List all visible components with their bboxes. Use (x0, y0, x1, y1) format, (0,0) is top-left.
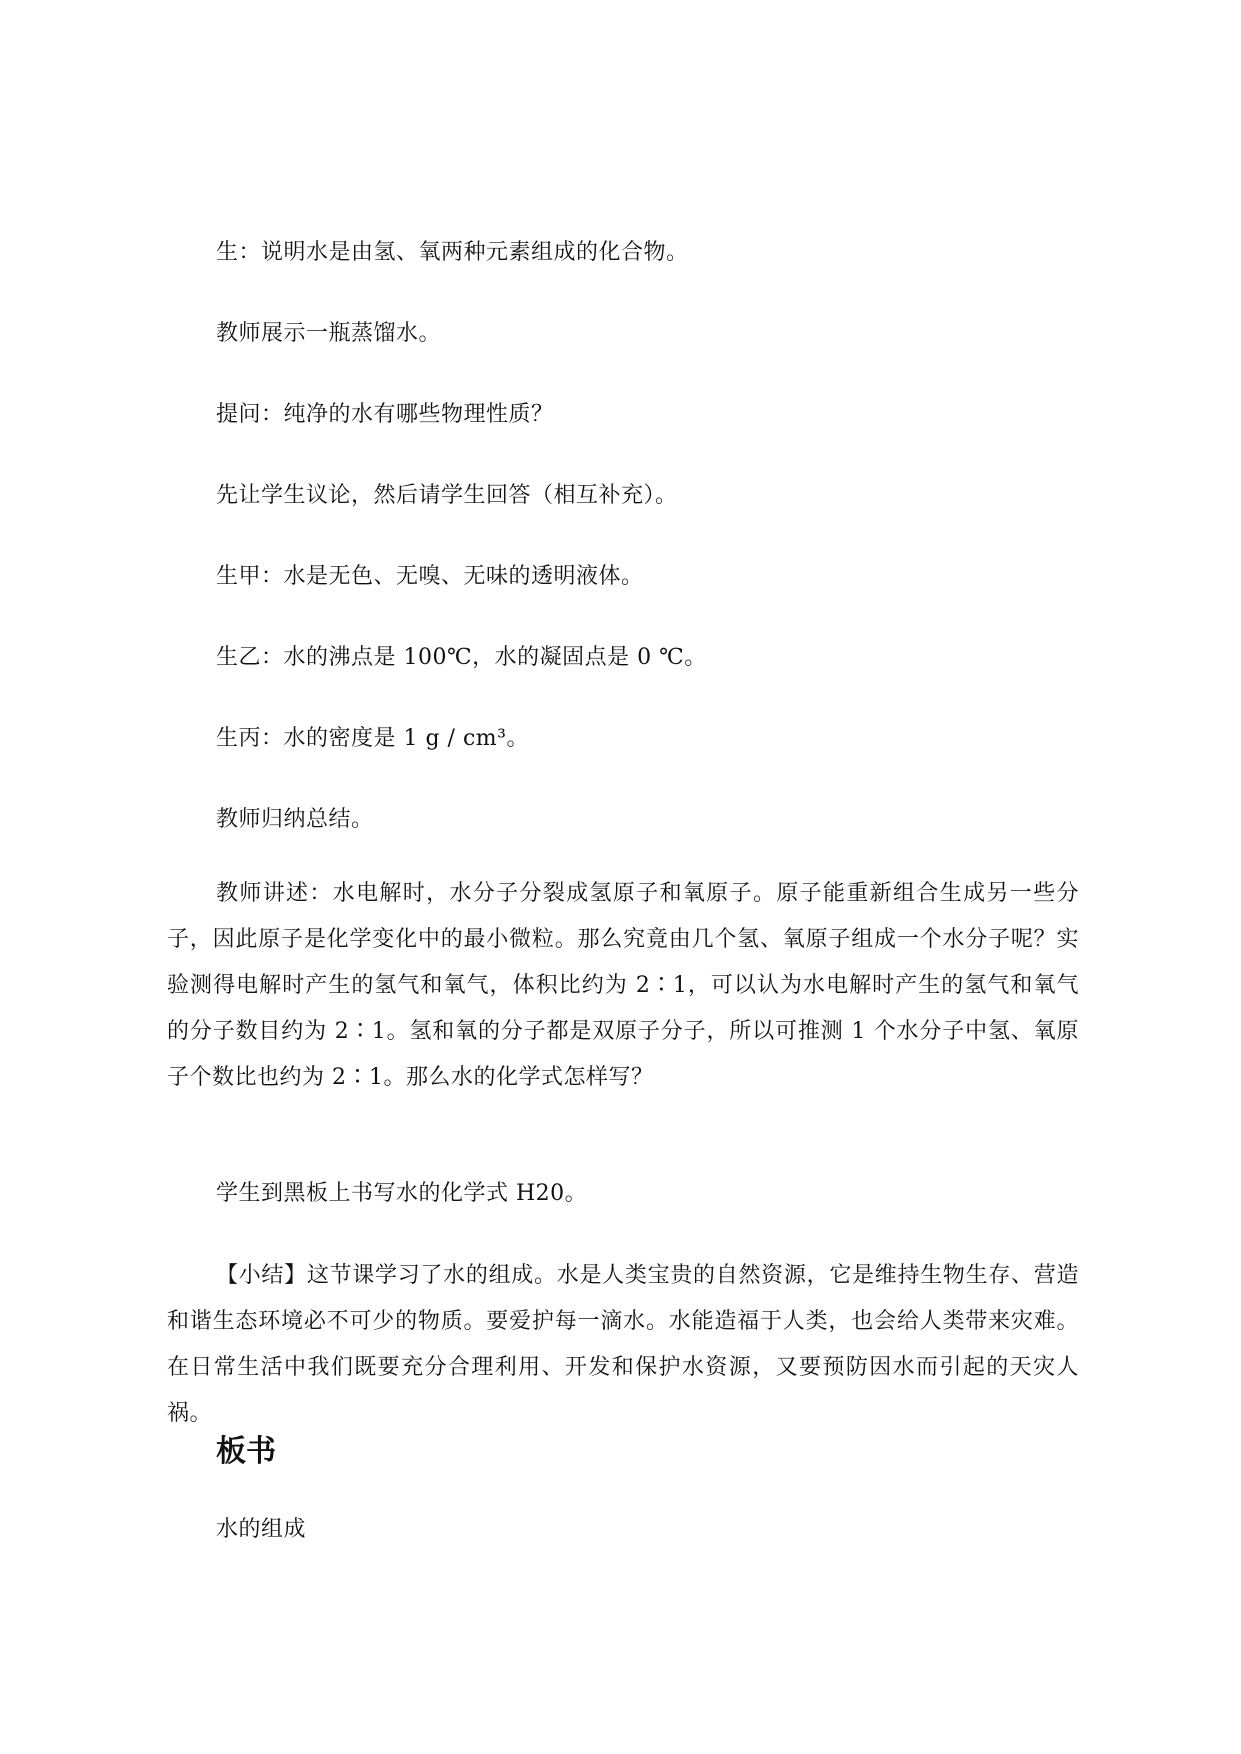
paragraph-summary: 【小结】这节课学习了水的组成。水是人类宝贵的自然资源，它是维持生物生存、营造和谐生态环境必不可少的物质。要爱护每一滴水。水能造福于人类，也会给人类带来灾难。在日常生活中我们既要充分合理利用、开发和保护水资源，又要预防因水而引起的天灾人祸。 (167, 1263, 1079, 1426)
text-line-teacher-demo: 教师展示一瓶蒸馏水。 (216, 321, 442, 346)
text-line-student-a: 生甲：水是无色、无嗅、无味的透明液体。 (216, 564, 644, 589)
text-line-student-c: 生丙：水的密度是 1 g / cm³。 (216, 726, 529, 751)
text-line-student-b: 生乙：水的沸点是 100℃，水的凝固点是 0 ℃。 (216, 645, 707, 670)
text-line-teacher-summary: 教师归纳总结。 (216, 807, 374, 832)
paragraph-student-formula: 学生到黑板上书写水的化学式 H20。 (216, 1181, 588, 1206)
paragraph-teacher-explanation: 教师讲述：水电解时，水分子分裂成氢原子和氧原子。原子能重新组合生成另一些分子，因此原子是化学变化中的最小微粒。那么究竟由几个氢、氧原子组成一个水分子呢？实验测得电解时产生的氢气和氧气，体积比约为 2∶1，可以认为水电解时产生的氢气和氧气的分子数目约为 2∶1。氢和氧的分子都是双原子分子，所以可推测 1 个水分子中氢、氧原子个数比也约为 2∶1。那么水的化学式怎样写？ (167, 881, 1079, 1090)
text-line-question: 提问：纯净的水有哪些物理性质？ (216, 402, 554, 427)
text-line-student-answer: 生：说明水是由氢、氧两种元素组成的化合物。 (216, 240, 689, 265)
board-item-title: 水的组成 (216, 1517, 307, 1542)
text-line-discussion: 先让学生议论，然后请学生回答（相互补充）。 (216, 483, 678, 508)
section-heading-board: 板书 (216, 1434, 276, 1469)
